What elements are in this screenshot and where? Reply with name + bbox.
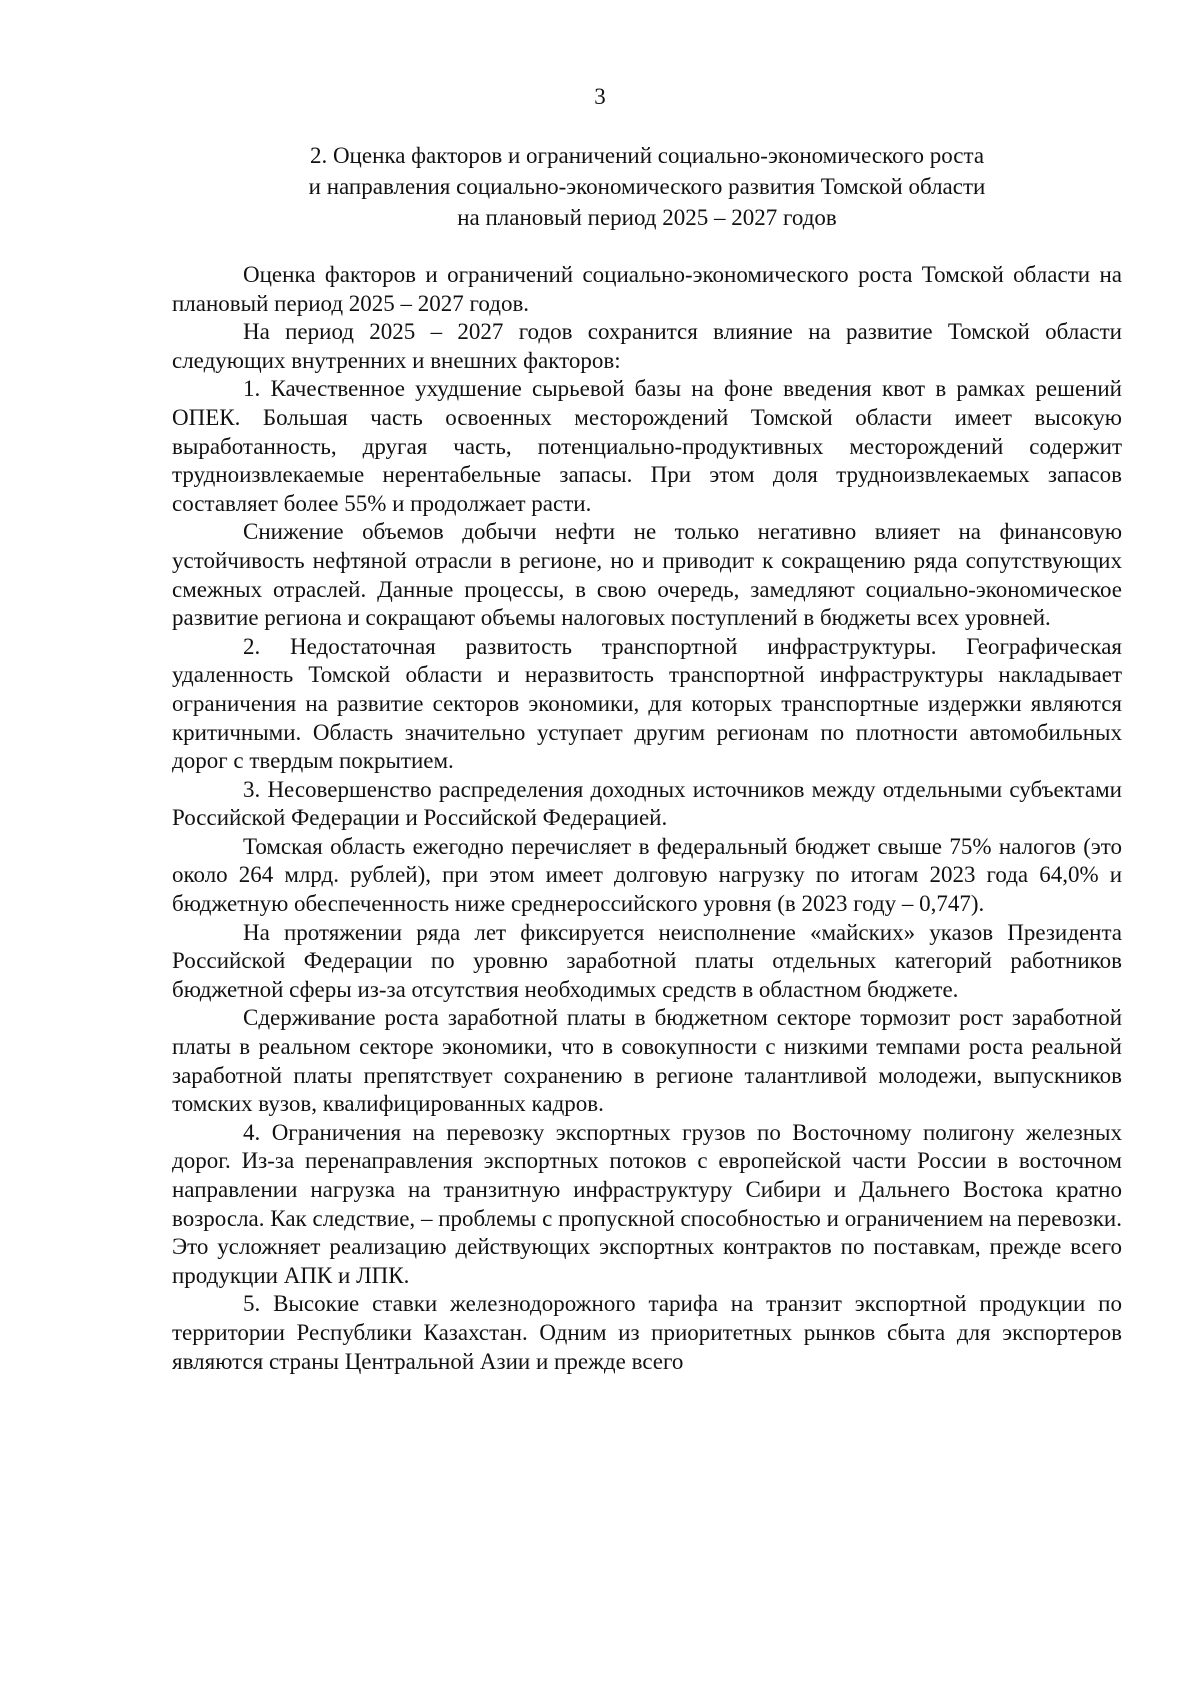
document-body [172, 261, 1122, 1376]
heading-line: и направления социально-экономического развития Томской области [308, 174, 986, 199]
heading-line: на плановый период 2025 – 2027 годов [457, 205, 837, 230]
paragraph: Сдерживание роста заработной платы в бюджетном секторе тормозит рост заработной платы в реальном секторе экономики, что в совокупности с низкими темпами роста реальной заработной платы препятствует сохранению в регионе талантливой молодежи, выпускников томских вузов, квалифицированных кадров. [172, 1005, 1122, 1117]
paragraph: Снижение объемов добычи нефти не только негативно влияет на финансовую устойчивость нефтяной отрасли в регионе, но и приводит к сокращению ряда сопутствующих смежных отраслей. Данные процессы, в свою очередь, замедляют социально-экономическое развитие региона и сокращают объемы налоговых поступлений в бюджеты всех уровней. [172, 519, 1122, 631]
paragraph: Томская область ежегодно перечисляет в федеральный бюджет свыше 75% налогов (это около 264 млрд. рублей), при этом имеет долговую нагрузку по итогам 2023 года 64,0% и бюджетную обеспеченность ниже среднероссийского уровня (в 2023 году – 0,747). [172, 833, 1122, 917]
paragraph: Оценка факторов и ограничений социально-экономического роста Томской области на плановый период 2025 – 2027 годов. [172, 262, 1122, 316]
page-number: 3 [594, 84, 606, 109]
paragraph: 4. Ограничения на перевозку экспортных грузов по Восточному полигону железных дорог. Из-за перенаправления экспортных потоков с европейской части России в восточном направлении нагрузка на транзитную инфраструктуру Сибири и Дальнего Востока кратно возросла. Как следствие, – проблемы с пропускной способностью и ограничением на перевозки. Это усложняет реализацию действующих экспортных контрактов по поставкам, прежде всего продукции АПК и ЛПК. [172, 1119, 1122, 1288]
paragraph: На период 2025 – 2027 годов сохранится влияние на развитие Томской области следующих внутренних и внешних факторов: [172, 319, 1122, 373]
paragraph: 5. Высокие ставки железнодорожного тарифа на транзит экспортной продукции по территории Республики Казахстан. Одним из приоритетных рынков сбыта для экспортеров являются страны Центральной Азии и прежде всего [172, 1291, 1122, 1374]
paragraph: 2. Недостаточная развитость транспортной инфраструктуры. Географическая удаленность Томской области и неразвитость транспортной инфраструктуры накладывает ограничения на развитие секторов экономики, для которых транспортные издержки являются критичными. Область значительно уступает другим регионам по плотности автомобильных дорог с твердым покрытием. [172, 633, 1122, 774]
paragraph: На протяжении ряда лет фиксируется неисполнение «майских» указов Президента Российской Федерации по уровню заработной платы отдельных категорий работников бюджетной сферы из-за отсутствия необходимых средств в областном бюджете. [172, 919, 1122, 1002]
paragraph: 1. Качественное ухудшение сырьевой базы на фоне введения квот в рамках решений ОПЕК. Большая часть освоенных месторождений Томской области имеет высокую выработанность, другая часть, потенциально-продуктивных месторождений содержит трудноизвлекаемые нерентабельные запасы. При этом доля трудноизвлекаемых запасов составляет более 55% и продолжает расти. [172, 376, 1122, 516]
section-heading [172, 140, 1122, 233]
paragraph: 3. Несовершенство распределения доходных источников между отдельными субъектами Российской Федерации и Российской Федерацией. [172, 776, 1122, 831]
heading-line: 2. Оценка факторов и ограничений социально-экономического роста [309, 143, 985, 168]
